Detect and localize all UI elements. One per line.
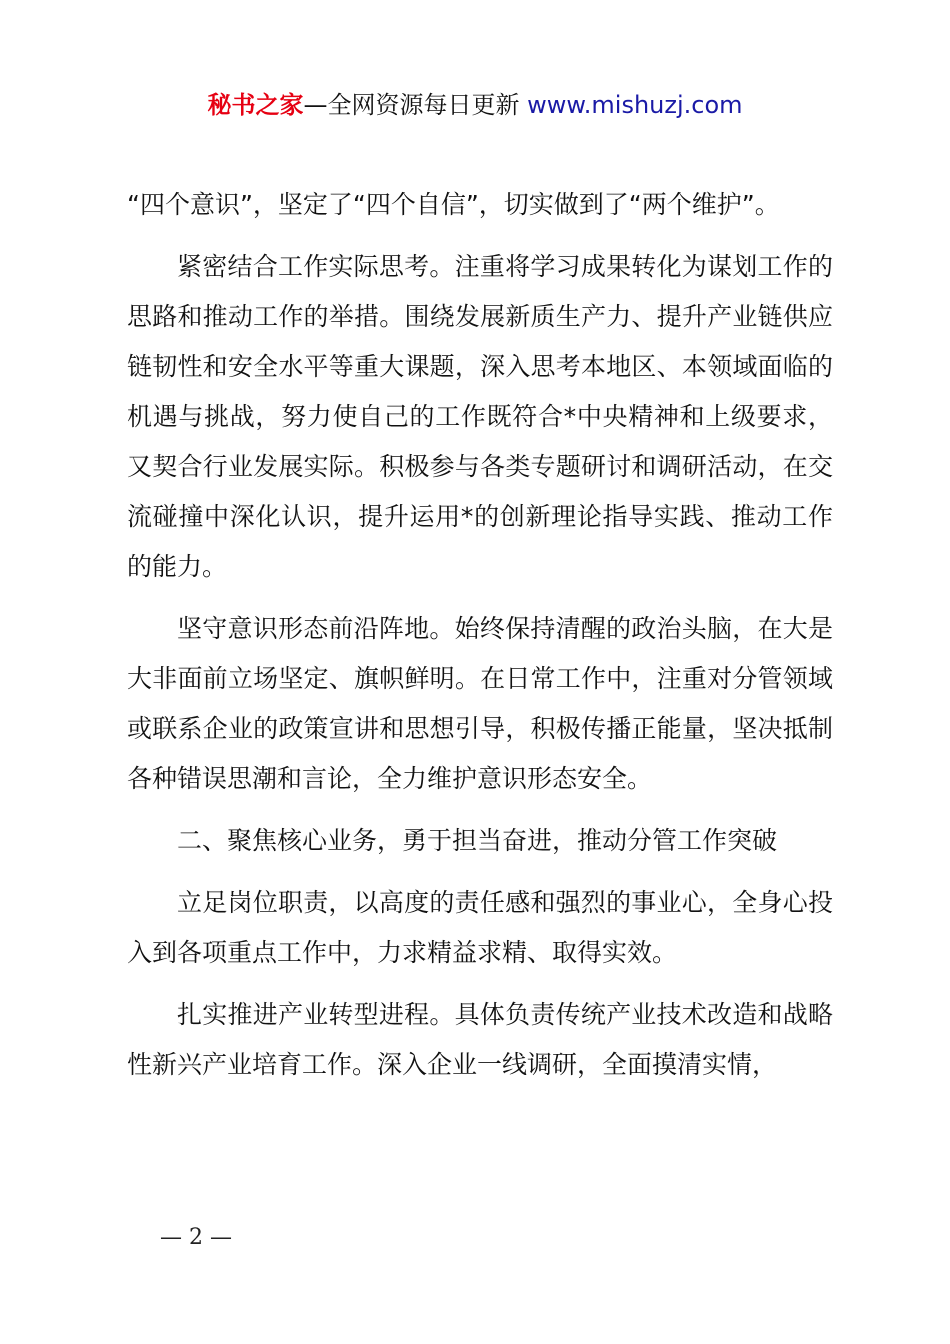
site-header xyxy=(0,88,950,122)
document-body xyxy=(127,180,833,1102)
paragraph-industry-transformation: 扎实推进产业转型进程。具体负责传统产业技术改造和战略性新兴产业培育工作。深入企业一线调研，全面摸清实情， xyxy=(127,1000,833,1079)
site-url-link[interactable]: www.mishuzj.com xyxy=(527,91,743,119)
brand-name: 秘书之家 xyxy=(207,91,304,119)
page-number: — 2 — xyxy=(160,1225,232,1250)
paragraph-ideology: 坚守意识形态前沿阵地。始终保持清醒的政治头脑，在大是大非面前立场坚定、旗帜鲜明。在日常工作中，注重对分管领域或联系企业的政策宣讲和思想引导，积极传播正能量，坚决抵制各种错误思潮和言论，全力维护意识形态安全。 xyxy=(127,614,833,793)
paragraph-continuation: “四个意识”，坚定了“四个自信”，切实做到了“两个维护”。 xyxy=(127,190,780,219)
paragraph-duties: 立足岗位职责，以高度的责任感和强烈的事业心，全身心投入到各项重点工作中，力求精益求精、取得实效。 xyxy=(127,888,833,967)
header-tagline: —全网资源每日更新 xyxy=(303,91,528,119)
section-heading: 二、聚焦核心业务，勇于担当奋进，推动分管工作突破 xyxy=(177,826,778,855)
paragraph-study-application: 紧密结合工作实际思考。注重将学习成果转化为谋划工作的思路和推动工作的举措。围绕发展新质生产力、提升产业链供应链韧性和安全水平等重大课题，深入思考本地区、本领域面临的机遇与挑战，努力使自己的工作既符合*中央精神和上级要求，又契合行业发展实际。积极参与各类专题研讨和调研活动，在交流碰撞中深化认识，提升运用*的创新理论指导实践、推动工作的能力。 xyxy=(127,252,833,581)
